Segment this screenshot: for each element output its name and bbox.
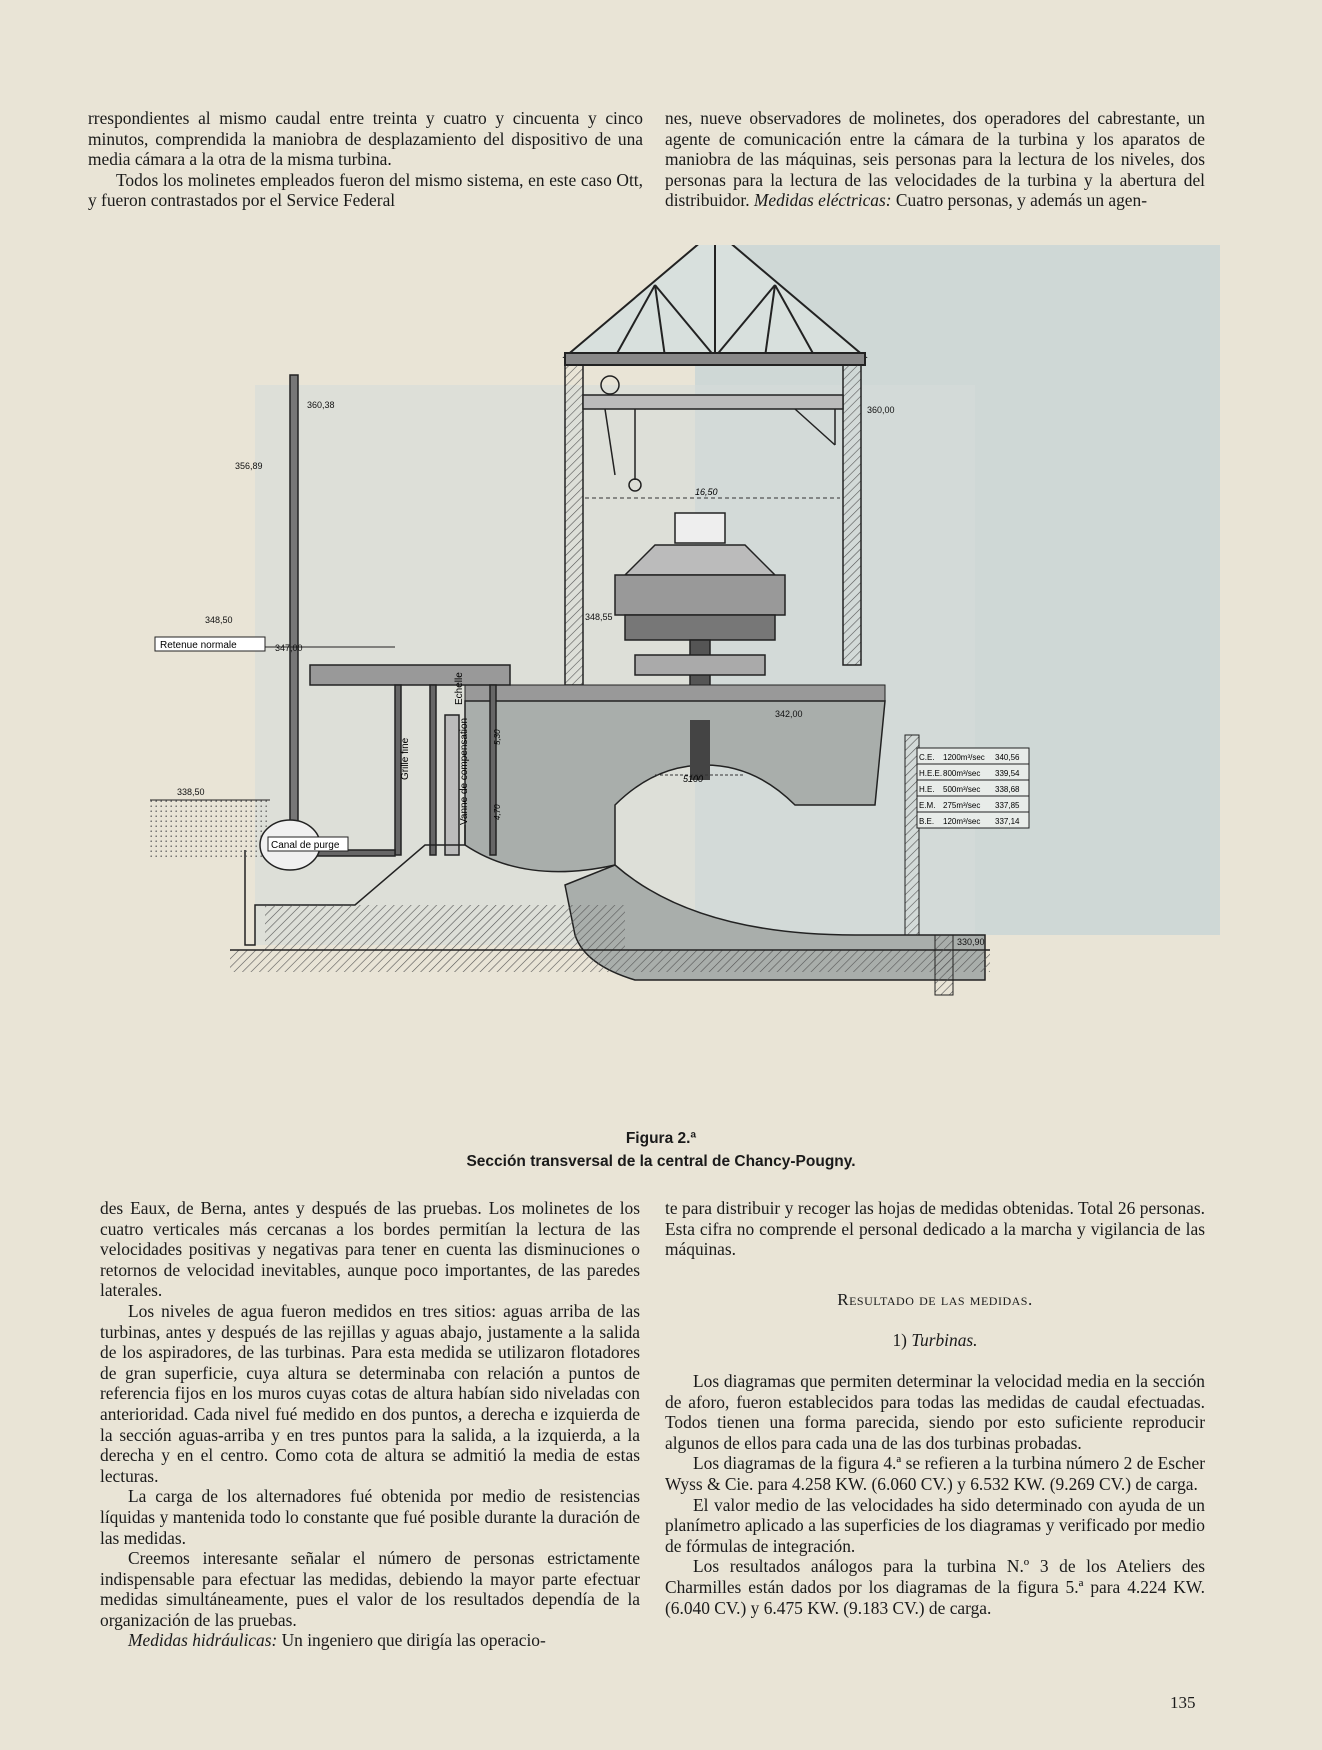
table-row-flow: 500m³/sec [943,785,981,794]
table-row-code: H.E.E. [919,769,943,778]
dimension-label: 5,30 [493,729,502,745]
canal-label: Canal de purge [271,840,340,851]
subsection-title: Turbinas. [911,1330,978,1351]
figure-title: Figura 2.ª [625,1130,697,1147]
emphasis: Medidas hidráulicas: [128,1630,278,1651]
table-row-flow: 800m³/sec [943,769,981,778]
riverbed [150,800,270,860]
elevation-label: 330,90 [957,937,985,947]
table-row-elevation: 337,14 [995,817,1020,826]
dimension-label: 16,50 [695,487,718,497]
foundation [230,950,990,972]
text-column-bottom-left [100,1198,640,1651]
paragraph: te para distribuir y recoger las hojas de medidas obtenidas. Total 26 personas. Esta cifra no comprende el personal dedicado a la marcha y vigilancia de las máquinas. [665,1198,1205,1260]
grille-label: Grille fine [400,737,411,780]
table-row-elevation: 340,56 [995,753,1020,762]
emphasis: Medidas eléctricas: [753,190,892,211]
paragraph: Los diagramas que permiten determinar la velocidad media en la sección de aforo, fueron establecidos para todas las medidas de caudal efectuadas. Todos tienen una forma parecida, siendo por esto suficiente reproducir algunos de ellos para cada una de las dos turbinas probadas. [665,1370,1205,1453]
paragraph: des Eaux, de Berna, antes y después de las pruebas. Los molinetes de los cuatro verticales más cercanas a los bordes permitían la lectura de las velocidades positivas y negativas para tener en cuenta las disminuciones o retornos de velocidad inevitables, aunque poco importantes, de las paredes laterales. [100,1198,640,1301]
elevation-label: 342,00 [775,709,803,719]
elevation-label: 360,38 [307,400,335,410]
table-row-code: C.E. [919,753,935,762]
elevation-label: 348,50 [205,615,233,625]
water-level-table [917,748,1029,828]
elevation-label: 347,00 [275,643,303,653]
elevation-label: 360,00 [867,405,895,415]
page-number: 135 [1170,1693,1196,1712]
dimension-label: 5100 [683,774,704,784]
table-row-code: B.E. [919,817,935,826]
paragraph-text: Cuatro personas, y además un agen- [891,190,1148,211]
table-row-flow: 275m³/sec [943,801,981,810]
subsection-number: 1) [892,1330,907,1351]
cross-section-drawing [95,245,1220,1130]
text-column-bottom-right [665,1198,1205,1618]
figure-cross-section [95,245,1220,1130]
paragraph [100,1630,640,1651]
dimension-label: 4,70 [493,804,502,820]
paragraph: El valor medio de las velocidades ha sido determinado con ayuda de un planímetro aplicado a las superficies de los diagramas y verificado por medio de fórmulas de integración. [665,1494,1205,1556]
subsection-heading [665,1330,1205,1351]
floor-slab [465,685,885,701]
paragraph: Creemos interesante señalar el número de personas estrictamente indispensable para efectuar las medidas, debiendo la mayor parte efectuar medidas simultáneamente, pues el valor de los resultados dependía de la organización de las pruebas. [100,1548,640,1630]
table-row-flow: 1200m³/sec [943,753,985,762]
table-row-elevation: 339,54 [995,769,1020,778]
paragraph: rrespondientes al mismo caudal entre treinta y cuatro y cincuenta y cinco minutos, comprendida la maniobra de desplazamiento del dispositivo de una media cámara a la otra de la misma turbina. [88,108,643,170]
paragraph: Los niveles de agua fueron medidos en tres sitios: aguas arriba de las turbinas, antes y después de las rejillas y aguas abajo, justamente a la salida de los aspiradores, de las turbinas. Para esta medida se utilizaron flotadores de gran superficie, cuya altura se determinaba con relación a puntos de referencia fijos en los muros cuyas cotas de altura habían sido niveladas con anterioridad. Cada nivel fué medido en dos puntos, a derecha e izquierda de la sección aguas-arriba y en tres puntos para la salida, a la izquierda, a la derecha y en el centro. Como cota de altura se admitió la media de estas lecturas. [100,1300,640,1486]
elevation-label: 338,50 [177,787,205,797]
paragraph-text: nes, nueve observadores de molinetes, dos operadores del cabrestante, un agente de comunicación entre la cámara de la turbina y los aparatos de maniobra de las máquinas, seis personas para la lectura de los niveles, dos personas para la lectura de las velocidades de la turbina y la abertura del distribuidor. [665,108,1205,211]
table-row-code: E.M. [919,801,936,810]
paragraph: Todos los molinetes empleados fueron del mismo sistema, en este caso Ott, y fueron contrastados por el Service Federal [88,169,643,211]
echelle-label: Echelle [454,672,465,705]
section-heading: Resultado de las medidas. [837,1289,1033,1309]
text-column-top-right [665,108,1205,211]
paragraph: Los diagramas de la figura 4.ª se refieren a la turbina número 2 de Escher Wyss & Cie. para 4.258 KW. (6.060 CV.) y 6.532 KW. (9.269 CV.) de carga. [665,1453,1205,1494]
retenue-label: Retenue normale [160,640,237,651]
table-row-elevation: 337,85 [995,801,1020,810]
vanne-label: Vanne de compensation [459,717,470,825]
elevation-label: 356,89 [235,461,263,471]
elevation-label: 348,55 [585,612,613,622]
paragraph: Los resultados análogos para la turbina N.º 3 de los Ateliers des Charmilles están dados por los diagramas de la figura 5.ª para 4.224 KW. (6.040 CV.) y 6.475 KW. (9.183 CV.) de carga. [665,1556,1205,1618]
table-row-elevation: 338,68 [995,785,1020,794]
table-row-flow: 120m³/sec [943,817,981,826]
paragraph: La carga de los alternadores fué obtenida por medio de resistencias líquidas y mantenida todo lo constante que fué posible durante la duración de las medidas. [100,1486,640,1548]
figure-caption: Sección transversal de la central de Chancy-Pougny. [466,1153,856,1170]
table-row-code: H.E. [919,785,935,794]
text-column-top-left [88,108,643,211]
paragraph-text: Un ingeniero que dirigía las operacio- [277,1630,546,1651]
paragraph [665,108,1205,211]
